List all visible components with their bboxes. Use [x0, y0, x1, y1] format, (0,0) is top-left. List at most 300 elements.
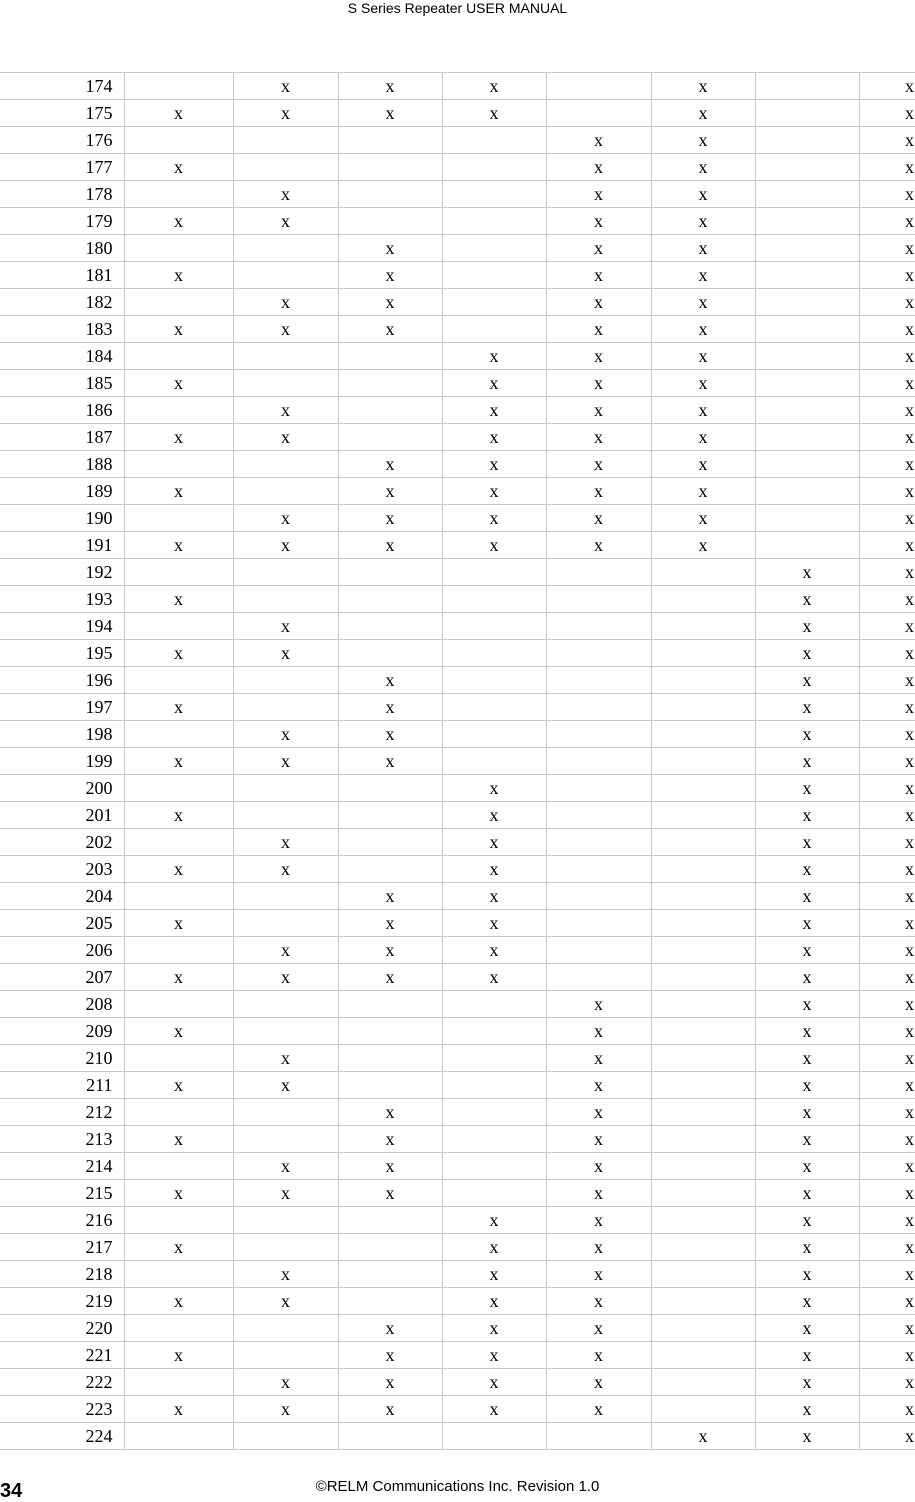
mark-cell: x — [442, 505, 546, 532]
mark-cell: x — [859, 100, 915, 127]
code-number-cell: 215 — [0, 1180, 124, 1207]
code-number-cell: 198 — [0, 721, 124, 748]
mark-cell: x — [859, 451, 915, 478]
table-row — [0, 748, 915, 775]
table-row — [0, 667, 915, 694]
mark-cell — [442, 208, 546, 235]
mark-cell: x — [442, 1369, 546, 1396]
code-number-cell: 186 — [0, 397, 124, 424]
mark-cell: x — [124, 964, 233, 991]
mark-cell: x — [651, 73, 755, 100]
mark-cell: x — [859, 613, 915, 640]
mark-cell — [442, 694, 546, 721]
mark-cell: x — [124, 910, 233, 937]
code-number-cell: 204 — [0, 883, 124, 910]
mark-cell: x — [755, 748, 859, 775]
mark-cell — [338, 991, 442, 1018]
mark-cell: x — [233, 397, 338, 424]
mark-cell: x — [859, 667, 915, 694]
mark-cell — [546, 802, 651, 829]
mark-cell: x — [442, 343, 546, 370]
mark-cell: x — [233, 856, 338, 883]
mark-cell: x — [124, 154, 233, 181]
mark-cell — [651, 1072, 755, 1099]
mark-cell: x — [442, 478, 546, 505]
mark-cell: x — [546, 208, 651, 235]
mark-cell — [233, 1207, 338, 1234]
table-row — [0, 478, 915, 505]
code-number-cell: 181 — [0, 262, 124, 289]
mark-cell: x — [124, 100, 233, 127]
mark-cell: x — [755, 1153, 859, 1180]
mark-cell: x — [124, 748, 233, 775]
table-row — [0, 883, 915, 910]
mark-cell: x — [442, 370, 546, 397]
mark-cell — [442, 316, 546, 343]
table-row — [0, 316, 915, 343]
mark-cell — [546, 856, 651, 883]
mark-cell — [124, 127, 233, 154]
mark-cell: x — [859, 289, 915, 316]
mark-cell: x — [651, 208, 755, 235]
mark-cell: x — [546, 451, 651, 478]
mark-cell: x — [442, 1342, 546, 1369]
code-number-cell: 194 — [0, 613, 124, 640]
mark-cell — [233, 775, 338, 802]
mark-cell: x — [546, 235, 651, 262]
mark-cell: x — [124, 640, 233, 667]
table-row — [0, 1099, 915, 1126]
mark-cell — [651, 829, 755, 856]
mark-cell: x — [124, 1180, 233, 1207]
mark-cell — [442, 586, 546, 613]
mark-cell: x — [124, 1234, 233, 1261]
mark-cell — [651, 721, 755, 748]
code-table — [0, 72, 915, 1450]
mark-cell — [651, 856, 755, 883]
code-number-cell: 199 — [0, 748, 124, 775]
mark-cell — [124, 73, 233, 100]
mark-cell: x — [233, 505, 338, 532]
mark-cell — [338, 397, 442, 424]
mark-cell: x — [859, 208, 915, 235]
mark-cell — [124, 1315, 233, 1342]
table-row — [0, 127, 915, 154]
mark-cell: x — [755, 559, 859, 586]
mark-cell: x — [546, 343, 651, 370]
mark-cell: x — [338, 667, 442, 694]
mark-cell — [124, 559, 233, 586]
mark-cell — [233, 1315, 338, 1342]
mark-cell: x — [442, 73, 546, 100]
table-row — [0, 1396, 915, 1423]
mark-cell — [338, 1288, 442, 1315]
mark-cell: x — [651, 1423, 755, 1450]
mark-cell: x — [338, 1180, 442, 1207]
mark-cell — [338, 343, 442, 370]
mark-cell — [442, 748, 546, 775]
mark-cell: x — [755, 883, 859, 910]
mark-cell: x — [859, 640, 915, 667]
mark-cell: x — [755, 1099, 859, 1126]
mark-cell: x — [546, 1396, 651, 1423]
mark-cell — [338, 1045, 442, 1072]
mark-cell: x — [859, 532, 915, 559]
mark-cell: x — [233, 424, 338, 451]
code-number-cell: 188 — [0, 451, 124, 478]
mark-cell — [124, 397, 233, 424]
code-number-cell: 201 — [0, 802, 124, 829]
mark-cell — [755, 73, 859, 100]
code-number-cell: 209 — [0, 1018, 124, 1045]
mark-cell: x — [651, 397, 755, 424]
mark-cell: x — [859, 235, 915, 262]
mark-cell: x — [755, 1072, 859, 1099]
mark-cell: x — [755, 1369, 859, 1396]
mark-cell: x — [546, 478, 651, 505]
mark-cell — [442, 1072, 546, 1099]
mark-cell: x — [546, 505, 651, 532]
mark-cell: x — [546, 1153, 651, 1180]
mark-cell: x — [755, 694, 859, 721]
mark-cell — [124, 1207, 233, 1234]
mark-cell — [124, 883, 233, 910]
table-row — [0, 613, 915, 640]
mark-cell: x — [755, 937, 859, 964]
mark-cell — [338, 370, 442, 397]
code-number-cell: 193 — [0, 586, 124, 613]
table-row — [0, 235, 915, 262]
mark-cell: x — [546, 1261, 651, 1288]
mark-cell: x — [338, 1099, 442, 1126]
mark-cell — [651, 1153, 755, 1180]
mark-cell — [338, 1018, 442, 1045]
code-number-cell: 175 — [0, 100, 124, 127]
mark-cell — [755, 208, 859, 235]
mark-cell: x — [859, 802, 915, 829]
mark-cell: x — [124, 370, 233, 397]
page-number: 34 — [0, 1480, 23, 1502]
mark-cell: x — [546, 1045, 651, 1072]
mark-cell: x — [546, 397, 651, 424]
mark-cell: x — [755, 1315, 859, 1342]
mark-cell: x — [859, 316, 915, 343]
mark-cell — [546, 883, 651, 910]
mark-cell — [233, 370, 338, 397]
mark-cell — [651, 991, 755, 1018]
code-number-cell: 190 — [0, 505, 124, 532]
mark-cell — [338, 1261, 442, 1288]
mark-cell — [755, 289, 859, 316]
mark-cell: x — [124, 424, 233, 451]
mark-cell — [755, 505, 859, 532]
mark-cell — [338, 208, 442, 235]
mark-cell — [124, 1153, 233, 1180]
code-number-cell: 220 — [0, 1315, 124, 1342]
mark-cell: x — [859, 1153, 915, 1180]
mark-cell — [546, 964, 651, 991]
mark-cell: x — [859, 748, 915, 775]
mark-cell — [755, 154, 859, 181]
table-row — [0, 370, 915, 397]
mark-cell: x — [755, 586, 859, 613]
mark-cell: x — [546, 262, 651, 289]
mark-cell: x — [859, 883, 915, 910]
mark-cell: x — [442, 1234, 546, 1261]
mark-cell — [651, 1369, 755, 1396]
table-row — [0, 694, 915, 721]
mark-cell: x — [546, 1369, 651, 1396]
mark-cell: x — [859, 1261, 915, 1288]
mark-cell: x — [755, 1126, 859, 1153]
code-number-cell: 213 — [0, 1126, 124, 1153]
mark-cell — [651, 964, 755, 991]
mark-cell: x — [859, 1315, 915, 1342]
code-number-cell: 200 — [0, 775, 124, 802]
mark-cell — [233, 451, 338, 478]
mark-cell — [124, 991, 233, 1018]
mark-cell — [546, 73, 651, 100]
mark-cell: x — [859, 694, 915, 721]
mark-cell — [755, 343, 859, 370]
mark-cell: x — [124, 586, 233, 613]
mark-cell — [338, 154, 442, 181]
mark-cell: x — [124, 262, 233, 289]
mark-cell — [755, 262, 859, 289]
mark-cell — [233, 1234, 338, 1261]
code-number-cell: 224 — [0, 1423, 124, 1450]
mark-cell — [338, 1234, 442, 1261]
mark-cell: x — [233, 721, 338, 748]
code-number-cell: 195 — [0, 640, 124, 667]
code-number-cell: 196 — [0, 667, 124, 694]
mark-cell — [546, 640, 651, 667]
mark-cell — [124, 181, 233, 208]
mark-cell: x — [442, 802, 546, 829]
mark-cell — [442, 721, 546, 748]
mark-cell: x — [442, 100, 546, 127]
mark-cell: x — [442, 451, 546, 478]
table-row — [0, 451, 915, 478]
mark-cell: x — [651, 451, 755, 478]
mark-cell: x — [755, 667, 859, 694]
mark-cell: x — [651, 343, 755, 370]
mark-cell: x — [338, 73, 442, 100]
mark-cell — [233, 1342, 338, 1369]
mark-cell — [233, 262, 338, 289]
mark-cell — [124, 1261, 233, 1288]
mark-cell: x — [546, 1207, 651, 1234]
mark-cell: x — [651, 262, 755, 289]
page-header: S Series Repeater USER MANUAL — [347, 0, 568, 16]
mark-cell — [442, 613, 546, 640]
mark-cell: x — [859, 505, 915, 532]
mark-cell — [124, 505, 233, 532]
mark-cell: x — [651, 505, 755, 532]
mark-cell: x — [124, 478, 233, 505]
mark-cell — [233, 343, 338, 370]
mark-cell — [442, 1045, 546, 1072]
mark-cell: x — [338, 532, 442, 559]
mark-cell — [442, 1018, 546, 1045]
mark-cell — [338, 613, 442, 640]
code-number-cell: 183 — [0, 316, 124, 343]
table-row — [0, 586, 915, 613]
mark-cell: x — [338, 694, 442, 721]
code-number-cell: 178 — [0, 181, 124, 208]
mark-cell — [755, 370, 859, 397]
mark-cell: x — [859, 1072, 915, 1099]
table-row — [0, 829, 915, 856]
mark-cell: x — [442, 532, 546, 559]
mark-cell — [546, 586, 651, 613]
mark-cell: x — [233, 316, 338, 343]
code-number-cell: 179 — [0, 208, 124, 235]
mark-cell — [755, 397, 859, 424]
mark-cell: x — [233, 1288, 338, 1315]
mark-cell: x — [859, 343, 915, 370]
mark-cell — [338, 829, 442, 856]
mark-cell — [546, 721, 651, 748]
mark-cell — [651, 613, 755, 640]
mark-cell: x — [442, 937, 546, 964]
mark-cell — [124, 1369, 233, 1396]
mark-cell: x — [442, 964, 546, 991]
mark-cell: x — [755, 1018, 859, 1045]
mark-cell — [233, 802, 338, 829]
mark-cell: x — [546, 1315, 651, 1342]
mark-cell — [442, 1126, 546, 1153]
table-row — [0, 802, 915, 829]
mark-cell: x — [442, 883, 546, 910]
mark-cell — [124, 235, 233, 262]
mark-cell: x — [442, 1315, 546, 1342]
mark-cell — [546, 829, 651, 856]
table-row — [0, 910, 915, 937]
mark-cell — [651, 640, 755, 667]
mark-cell: x — [233, 181, 338, 208]
mark-cell — [233, 154, 338, 181]
mark-cell — [442, 1153, 546, 1180]
mark-cell: x — [859, 910, 915, 937]
table-row — [0, 154, 915, 181]
mark-cell: x — [338, 964, 442, 991]
code-number-cell: 214 — [0, 1153, 124, 1180]
mark-cell — [442, 667, 546, 694]
mark-cell: x — [859, 721, 915, 748]
mark-cell: x — [338, 910, 442, 937]
mark-cell: x — [859, 1288, 915, 1315]
table-row — [0, 721, 915, 748]
page-footer: ©RELM Communications Inc. Revision 1.0 — [315, 1478, 600, 1495]
table-row — [0, 100, 915, 127]
mark-cell: x — [546, 316, 651, 343]
code-number-cell: 210 — [0, 1045, 124, 1072]
mark-cell: x — [338, 883, 442, 910]
table-row — [0, 1234, 915, 1261]
mark-cell — [338, 1423, 442, 1450]
mark-cell: x — [546, 1234, 651, 1261]
mark-cell — [546, 775, 651, 802]
table-row — [0, 856, 915, 883]
table-row — [0, 1153, 915, 1180]
mark-cell — [338, 424, 442, 451]
mark-cell: x — [233, 289, 338, 316]
code-number-cell: 192 — [0, 559, 124, 586]
mark-cell: x — [755, 1261, 859, 1288]
mark-cell: x — [233, 208, 338, 235]
mark-cell: x — [124, 1288, 233, 1315]
mark-cell: x — [233, 1369, 338, 1396]
table-row — [0, 1018, 915, 1045]
mark-cell: x — [233, 748, 338, 775]
mark-cell: x — [859, 775, 915, 802]
mark-cell: x — [233, 73, 338, 100]
mark-cell — [233, 127, 338, 154]
mark-cell: x — [546, 1099, 651, 1126]
mark-cell — [651, 1126, 755, 1153]
code-number-cell: 222 — [0, 1369, 124, 1396]
mark-cell: x — [755, 613, 859, 640]
mark-cell: x — [755, 1423, 859, 1450]
table-row — [0, 775, 915, 802]
table-row — [0, 1207, 915, 1234]
mark-cell: x — [859, 856, 915, 883]
mark-cell — [651, 1342, 755, 1369]
mark-cell: x — [338, 721, 442, 748]
mark-cell — [546, 910, 651, 937]
mark-cell: x — [338, 748, 442, 775]
mark-cell — [651, 802, 755, 829]
mark-cell: x — [859, 1342, 915, 1369]
mark-cell: x — [233, 1072, 338, 1099]
mark-cell: x — [859, 559, 915, 586]
mark-cell — [124, 775, 233, 802]
code-number-cell: 223 — [0, 1396, 124, 1423]
mark-cell: x — [124, 1396, 233, 1423]
mark-cell: x — [338, 478, 442, 505]
code-number-cell: 206 — [0, 937, 124, 964]
mark-cell — [338, 640, 442, 667]
mark-cell: x — [338, 1153, 442, 1180]
mark-cell: x — [233, 100, 338, 127]
code-number-cell: 208 — [0, 991, 124, 1018]
mark-cell — [651, 694, 755, 721]
mark-cell: x — [859, 1369, 915, 1396]
table-row — [0, 964, 915, 991]
mark-cell: x — [859, 1099, 915, 1126]
mark-cell — [233, 1018, 338, 1045]
mark-cell — [442, 127, 546, 154]
mark-cell: x — [546, 1288, 651, 1315]
mark-cell — [442, 262, 546, 289]
mark-cell: x — [442, 1207, 546, 1234]
mark-cell: x — [651, 316, 755, 343]
mark-cell: x — [233, 532, 338, 559]
mark-cell — [233, 1126, 338, 1153]
mark-cell: x — [859, 1045, 915, 1072]
mark-cell: x — [233, 964, 338, 991]
mark-cell: x — [859, 1234, 915, 1261]
mark-cell — [755, 532, 859, 559]
mark-cell: x — [859, 397, 915, 424]
mark-cell — [651, 1180, 755, 1207]
mark-cell — [755, 451, 859, 478]
mark-cell — [651, 667, 755, 694]
mark-cell: x — [859, 478, 915, 505]
mark-cell — [546, 748, 651, 775]
code-number-cell: 211 — [0, 1072, 124, 1099]
